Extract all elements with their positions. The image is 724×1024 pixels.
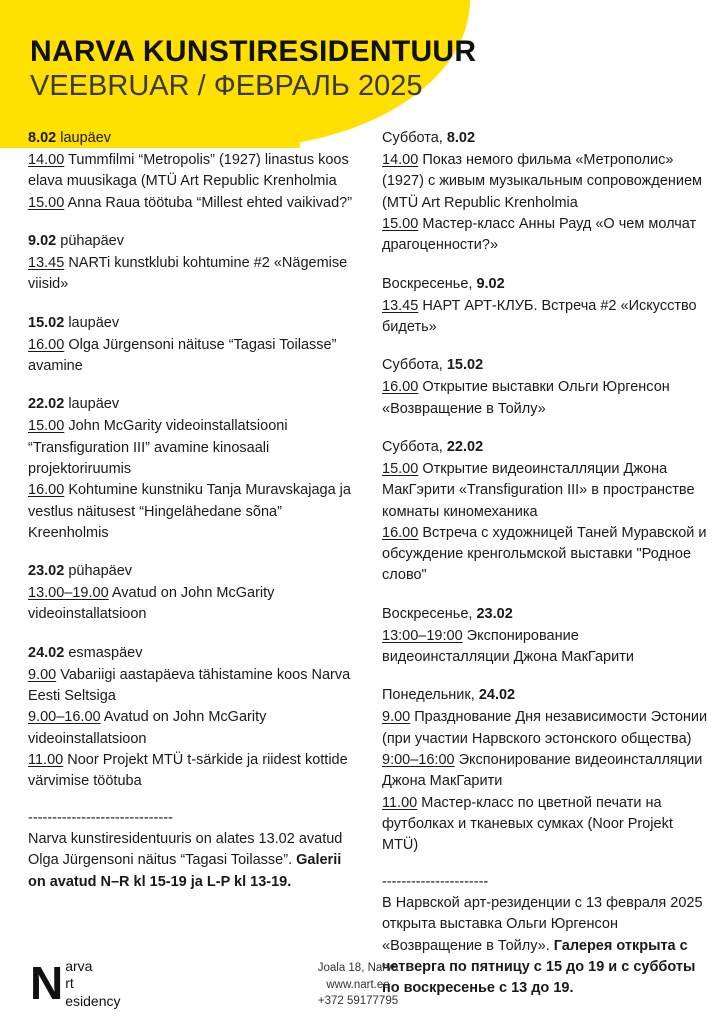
schedule-entry-text: John McGarity videoinstallatsiooni “Transfiguration III” avamine kinosaali projektoriruumis	[28, 418, 288, 477]
schedule-block	[28, 128, 356, 214]
schedule-entry-time: 9.00	[382, 709, 411, 726]
schedule-date-number: 23.02	[476, 605, 513, 622]
footer-address: Joala 18, Narva	[317, 961, 399, 974]
schedule-entry-text: Открытие выставки Ольги Юргенсон «Возвращение в Тойлу»	[382, 379, 670, 417]
schedule-date	[28, 231, 356, 252]
gallery-hours: Галерея открыта с четверга по пятницу с 15 до 19 и с субботы по воскресенье с 13 до 19.	[382, 937, 696, 997]
gallery-hours: Galerii on avatud N–R kl 15-19 ja L-P kl 13-19.	[28, 852, 342, 890]
divider: ----------------------	[382, 873, 489, 890]
schedule-date-number: 8.02	[446, 130, 476, 146]
schedule-entry	[382, 626, 710, 669]
schedule-entry-time: 16.00	[382, 379, 419, 396]
schedule-entry-text: Мастер-класс по цветной печати на футболках и тканевых сумках (Noor Projekt MTÜ)	[382, 794, 673, 854]
logo-word-residency: esidency	[65, 992, 121, 1009]
schedule-entry-time: 9.00	[28, 666, 57, 683]
footer-website[interactable]: www.nart.ee	[326, 978, 390, 991]
footer	[0, 946, 724, 1024]
schedule-date-weekday: Суббота,	[382, 357, 447, 374]
schedule-entry-text: Встреча с художницей Таней Муравской и обсуждение кренгольмской выставки "Родное слово"	[382, 524, 707, 584]
schedule-entry	[382, 296, 710, 339]
schedule-date	[382, 604, 710, 625]
schedule-block	[28, 561, 356, 626]
schedule-entry-time: 16.00	[28, 336, 65, 353]
schedule-date-weekday: Суббота,	[382, 438, 447, 455]
schedule-entry	[28, 193, 356, 214]
divider: ------------------------------	[28, 809, 173, 826]
schedule-entry-time: 13.45	[28, 254, 65, 271]
schedule-entry-text: Tummfilmi “Metropolis” (1927) linastus koos elava muusikaga (MTÜ Art Republic Krenholmia	[28, 152, 349, 190]
schedule-date-weekday: Воскресенье,	[382, 275, 477, 292]
schedule-block	[382, 274, 710, 339]
schedule-entry-time: 16.00	[28, 482, 65, 499]
logo-wordmark	[65, 958, 120, 1011]
schedule-entry-text: Празднование Дня независимости Эстонии (при участии Нарвского эстонского общества)	[382, 709, 708, 747]
exhibition-note-text	[28, 829, 356, 893]
schedule-date	[28, 394, 356, 415]
schedule-date-number: 9.02	[28, 232, 57, 249]
schedule-entry	[28, 480, 356, 544]
schedule-entry-time: 15.00	[382, 215, 419, 232]
schedule-entry-text: Мастер-класс Анны Рауд «О чем молчат драгоценности?»	[382, 215, 697, 254]
schedule-date-weekday: Суббота,	[382, 130, 447, 146]
poster-title-block	[30, 36, 476, 102]
schedule-date	[382, 274, 710, 295]
schedule-entry-text: NARTi kunstklubi kohtumine #2 «Nägemise viisid»	[28, 254, 348, 293]
schedule-entry	[382, 523, 710, 587]
schedule-date-number: 23.02	[28, 563, 65, 580]
schedule-date	[28, 128, 356, 149]
schedule-block	[28, 231, 356, 296]
schedule-entry-time: 13:00–19:00	[382, 627, 463, 644]
schedule-entry-text: Noor Projekt MTÜ t-särkide ja riidest kottide värvimise töötuba	[28, 752, 348, 790]
schedule-date-number: 24.02	[478, 687, 516, 704]
schedule-entry-text: Anna Raua töötuba “Millest ehted vaikivad?”	[64, 194, 353, 211]
schedule-date-number: 22.02	[446, 438, 484, 455]
schedule-entry	[382, 459, 710, 523]
schedule-entry-time: 15.00	[28, 194, 65, 211]
schedule-date-weekday: laupäev	[56, 130, 112, 146]
schedule-column-estonian	[28, 128, 370, 1017]
schedule-block	[382, 604, 710, 669]
schedule-column-russian	[382, 128, 724, 1017]
schedule-entry	[382, 150, 710, 214]
schedule-date	[382, 128, 710, 149]
exhibition-note-plain: Narva kunstiresidentuuris on alates 13.02 avatud Olga Jürgensoni näitus “Tagasi Toilasse”.	[28, 831, 343, 869]
logo-letter-n: N	[30, 957, 64, 1010]
schedule-date	[382, 437, 710, 458]
schedule-entry	[382, 750, 710, 793]
page-subtitle: VEEBRUAR / ФЕВРАЛЬ 2025	[30, 69, 423, 102]
schedule-date-weekday: pühapäev	[64, 563, 133, 580]
schedule-entry-time: 9.00–16.00	[28, 709, 101, 726]
schedule-entry-text: Открытие видеоинсталляции Джона МакГэрити «Transfiguration III» в пространстве комнаты киномеханика	[382, 460, 695, 520]
schedule-entry	[382, 214, 710, 257]
schedule-date-weekday: laupäev	[64, 314, 120, 331]
logo-word-narva: arva	[65, 957, 93, 974]
schedule-entry-text: Olga Jürgensoni näituse “Tagasi Toilasse” avamine	[28, 336, 337, 374]
schedule-entry-text: Avatud on John McGarity videoinstallatsioon	[28, 709, 267, 747]
schedule-entry-text: НАРТ АРТ-КЛУБ. Встреча #2 «Искусство бидеть»	[382, 297, 697, 335]
schedule-columns	[0, 128, 724, 1017]
schedule-date-weekday: laupäev	[64, 396, 120, 413]
schedule-date-number: 8.02	[28, 130, 57, 146]
schedule-date-number: 22.02	[28, 396, 65, 413]
schedule-entry-time: 15.00	[28, 418, 65, 435]
schedule-entry	[28, 416, 356, 480]
schedule-date-weekday: esmaspäev	[64, 644, 143, 661]
schedule-entry-text: Vabariigi aastapäeva tähistamine koos Narva Eesti Seltsiga	[28, 666, 351, 705]
schedule-entry-time: 11.00	[382, 794, 418, 811]
logo	[30, 958, 121, 1011]
schedule-entry	[28, 583, 356, 626]
schedule-date	[382, 355, 710, 376]
exhibition-note	[28, 810, 356, 893]
schedule-block	[382, 128, 710, 257]
page-title: NARVA KUNSTIRESIDENTUUR	[30, 35, 477, 68]
schedule-block	[382, 437, 710, 587]
footer-phone: +372 59177795	[317, 995, 399, 1008]
schedule-entry-text: Экспонирование видеоинсталляции Джона МакГарити	[382, 752, 703, 790]
schedule-entry	[28, 665, 356, 708]
schedule-entry-time: 13.00–19.00	[28, 585, 109, 602]
schedule-entry	[28, 707, 356, 750]
schedule-entry-time: 14.00	[28, 152, 65, 169]
schedule-entry	[382, 377, 710, 420]
schedule-date-weekday: pühapäev	[56, 232, 124, 249]
schedule-date	[28, 313, 356, 334]
schedule-date-weekday: Воскресенье,	[382, 605, 477, 622]
schedule-date-number: 9.02	[476, 275, 505, 292]
schedule-entry	[382, 707, 710, 750]
schedule-entry-text: Kohtumine kunstniku Tanja Muravskajaga ja vestlus näitusest “Hingelähedane sõna” Kreenholmis	[28, 482, 351, 541]
schedule-entry-text: Avatud on John McGarity videoinstallatsioon	[28, 585, 275, 623]
schedule-block	[382, 355, 710, 420]
schedule-entry-time: 11.00	[28, 752, 64, 769]
schedule-entry	[28, 150, 356, 193]
schedule-entry-text: Экспонирование видеоинсталляции Джона МакГарити	[382, 627, 634, 666]
schedule-entry-time: 14.00	[382, 152, 419, 169]
schedule-date-number: 15.02	[28, 314, 65, 331]
schedule-date	[28, 643, 356, 664]
schedule-date-number: 15.02	[446, 357, 484, 374]
schedule-block	[28, 313, 356, 378]
schedule-entry-text: Показ немого фильма «Метрополис» (1927) с живым музыкальным сопровождением (MTÜ Art Republic Krenholmia	[382, 152, 703, 211]
schedule-entry	[28, 253, 356, 296]
schedule-date-weekday: Понедельник,	[382, 687, 479, 704]
logo-word-art: rt	[65, 975, 74, 991]
schedule-entry-time: 13.45	[382, 297, 419, 314]
schedule-entry-time: 16.00	[382, 524, 419, 541]
schedule-entry	[382, 793, 710, 857]
schedule-date	[382, 685, 710, 706]
schedule-date	[28, 561, 356, 582]
schedule-block	[28, 643, 356, 793]
schedule-block	[28, 394, 356, 544]
schedule-entry-time: 15.00	[382, 460, 419, 477]
schedule-entry-time: 9:00–16:00	[382, 752, 455, 769]
schedule-date-number: 24.02	[28, 644, 65, 661]
exhibition-note-plain: В Нарвской арт-резиденции с 13 февраля 2025 открыта выставка Ольги Юргенсон «Возвращение в Тойлу».	[382, 894, 703, 954]
schedule-entry	[28, 750, 356, 793]
footer-contact	[268, 960, 448, 1010]
schedule-entry	[28, 335, 356, 378]
schedule-block	[382, 685, 710, 856]
